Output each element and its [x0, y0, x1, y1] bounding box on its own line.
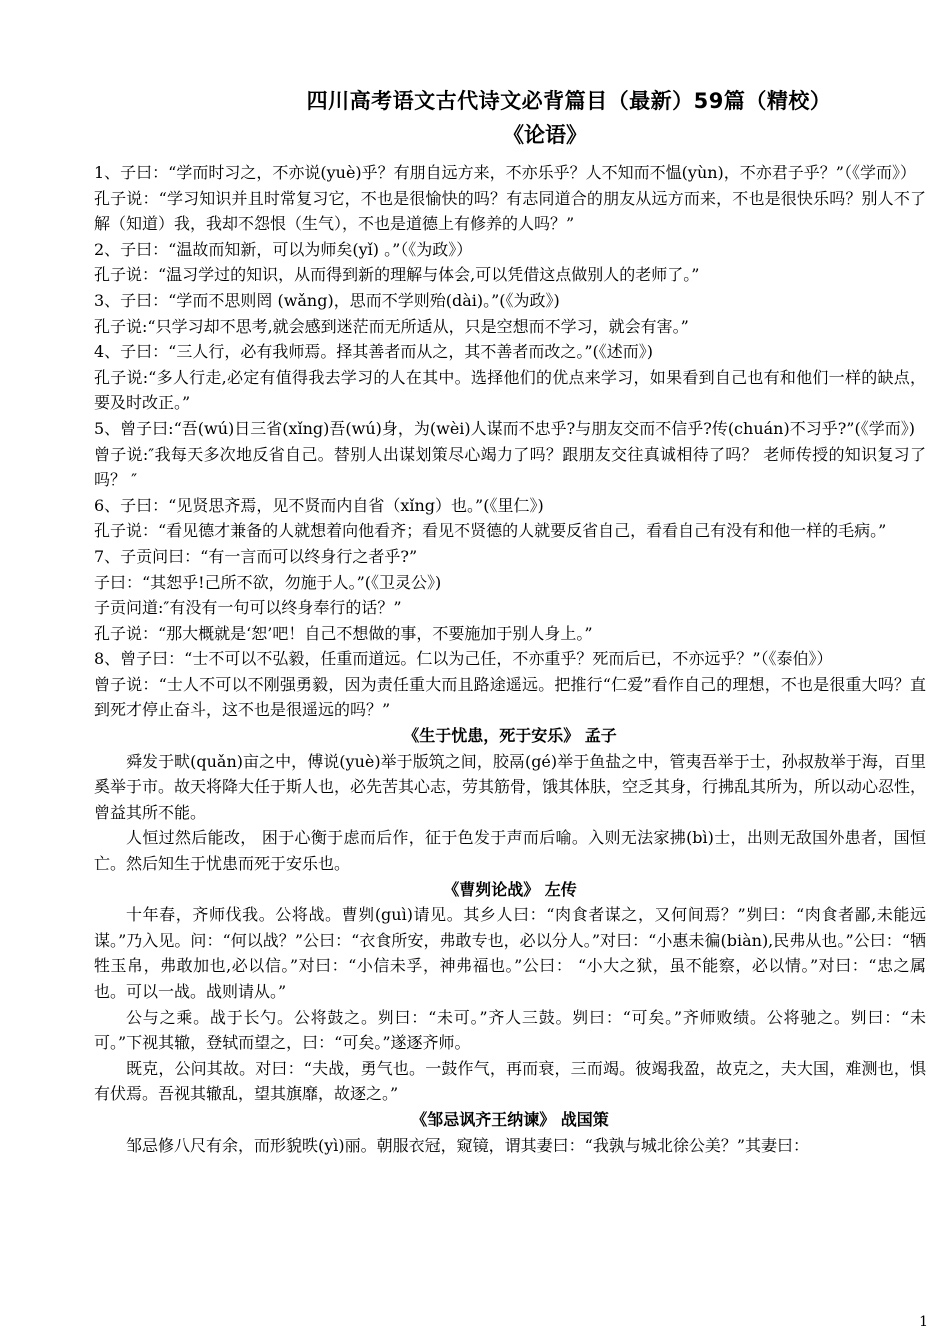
paragraph: 舜发于畎(quǎn)亩之中，傅说(yuè)举于版筑之间，胶鬲(gé)举于鱼盐之中，管夷吾举于士，孙叔敖举于海，百里奚举于市。故天将降大任于斯人也，必先苦其心志，劳其筋骨，饿其体肤，空乏其身，行拂乱其所为，所以动心忍性，曾益其所不能。: [94, 751, 927, 822]
paragraph: 7、子贡问曰：“有一言而可以终身行之者乎?”: [94, 546, 418, 566]
paragraph: 8、曾子曰：“士不可以不弘毅，任重而道远。仁以为己任，不亦重乎？死而后已，不亦远乎？”（《泰伯》）: [94, 649, 833, 669]
paragraph: 邹忌修八尺有余，而形貌昳(yì)丽。朝服衣冠，窥镜，谓其妻曰：“我孰与城北徐公美？”其妻曰：: [126, 1135, 810, 1155]
paragraph: 公与之乘。战于长勺。公将鼓之。刿曰：“未可。”齐人三鼓。刿曰：“可矣。”齐师败绩。公将驰之。刿曰：“未可。”下视其辙，登轼而望之，曰：“可矣。”遂逐齐师。: [94, 1007, 926, 1053]
paragraph: 曾子说:″我每天多次地反省自己。替别人出谋划策尽心竭力了吗？跟朋友交往真诚相待了吗？ 老师传授的知识复习了吗？ ″: [94, 444, 926, 490]
paragraph: 子曰：“其恕乎!己所不欲，勿施于人。”(《卫灵公》): [94, 572, 442, 592]
paragraph: 曾子说：“士人不可以不刚强勇毅，因为责任重大而且路途遥远。把推行“仁爱”看作自己的理想，不也是很重大吗？直到死才停止奋斗，这不也是很遥远的吗？”: [94, 674, 926, 720]
page-number: 1: [919, 1314, 928, 1330]
section-title-shengyu: 《生于忧患，死于安乐》 孟子: [403, 726, 617, 746]
paragraph: 孔子说:“多人行走,必定有值得我去学习的人在其中。选择他们的优点来学习，如果看到自己也有和他们一样的缺点，要及时改正。”: [94, 367, 926, 413]
paragraph: 孔子说：“学习知识并且时常复习它，不也是很愉快的吗？有志同道合的朋友从远方而来，不也是很快乐吗？别人不了解（知道）我，我却不怨恨（生气），不也是道德上有修养的人吗？”: [94, 188, 926, 234]
paragraph: 子贡问道:″有没有一句可以终身奉行的话？”: [94, 598, 402, 618]
paragraph: 孔子说:“只学习却不思考,就会感到迷茫而无所适从，只是空想而不学习，就会有害。”: [94, 316, 689, 336]
paragraph: 十年春，齐师伐我。公将战。曹刿(guì)请见。其乡人曰：“肉食者谋之，又何间焉？”刿曰：“肉食者鄙,未能远谋。”乃入见。问：“何以战？”公曰：“衣食所安，弗敢专也，必以分人。”对曰：“小惠未徧(biàn),民弗从也。”公曰：“牺牲玉帛，弗敢加也,必以信。”对曰：“小信未孚，神弗福也。”公曰： “小大之狱，虽不能察，必以情。”对曰：“忠之属也。可以一战。战则请从。”: [94, 905, 926, 1001]
paragraph: 人恒过然后能改， 困于心衡于虑而后作，征于色发于声而后喻。入则无法家拂(bì)士，出则无敌国外患者，国恒亡。然后知生于忧患而死于安乐也。: [94, 828, 926, 874]
section-lunyu: [94, 160, 926, 723]
paragraph: 2、子曰：“温故而知新，可以为师矣(yǐ) 。”（《为政》）: [94, 239, 473, 259]
paragraph: 1、子曰：“学而时习之，不亦说(yuè)乎？有朋自远方来，不亦乐乎？人不知而不愠(yùn)，不亦君子乎？”（《学而》）: [94, 163, 916, 182]
paragraph: 4、子曰：“三人行，必有我师焉。择其善者而从之，其不善者而改之。”(《述而》): [94, 342, 654, 362]
paragraph: 孔子说：“看见德才兼备的人就想着向他看齐；看见不贤德的人就要反省自己，看看自己有没有和他一样的毛病。”: [94, 521, 887, 541]
paragraph: 孔子说：“温习学过的知识，从而得到新的理解与体会,可以凭借这点做别人的老师了。”: [94, 265, 700, 285]
document-title: 四川高考语文古代诗文必背篇目（最新）59篇（精校）: [306, 89, 832, 113]
section-caogui: [94, 902, 926, 1107]
paragraph: 5、曾子曰:“吾(wú)日三省(xǐng)吾(wú)身，为(wèi)人谋而不忠乎?与朋友交而不信乎?传(chuán)不习乎?”(《学而》): [94, 418, 915, 438]
section-title-caogui: 《曹刿论战》 左传: [443, 879, 577, 899]
paragraph: 既克，公问其故。对曰：“夫战，勇气也。一鼓作气，再而衰，三而竭。彼竭我盈，故克之，夫大国，难测也，惧有伏焉。吾视其辙乱，望其旗靡，故逐之。”: [94, 1058, 926, 1104]
section-title-lunyu: 《论语》: [503, 123, 587, 147]
section-title-zouji: 《邹忌讽齐王纳谏》 战国策: [411, 1109, 609, 1129]
paragraph: 孔子说：“那大概就是‘恕’吧！自己不想做的事，不要施加于别人身上。”: [94, 623, 593, 643]
paragraph: 6、子曰：“见贤思齐焉，见不贤而内自省（xǐng）也。”(《里仁》): [94, 495, 544, 515]
section-zouji: [94, 1133, 926, 1159]
section-shengyu: [94, 749, 926, 877]
paragraph: 3、子曰：“学而不思则罔 (wǎng)，思而不学则殆(dài)。”(《为政》): [94, 290, 560, 310]
